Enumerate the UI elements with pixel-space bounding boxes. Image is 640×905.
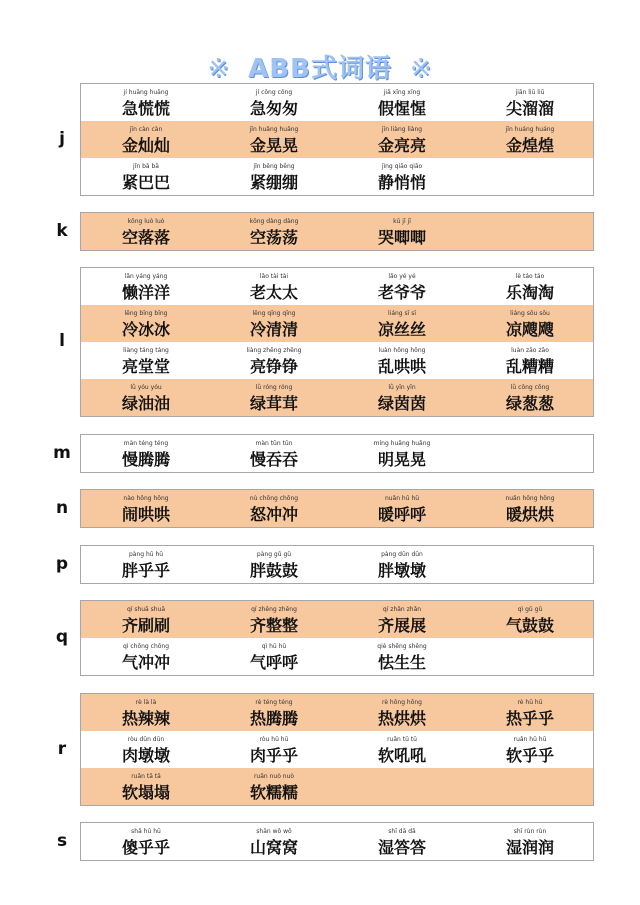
pinyin: nuǎn hū hū <box>384 495 420 502</box>
word-cell <box>81 305 209 342</box>
word-row <box>81 342 593 379</box>
word-cell <box>81 546 209 583</box>
word-cell <box>465 305 593 342</box>
pinyin: lǜ róng róng <box>255 384 293 391</box>
group-letter: q <box>55 627 69 647</box>
pinyin: qì gǔ gǔ <box>517 606 543 613</box>
word-row <box>81 823 593 860</box>
word-cell <box>337 342 465 379</box>
pinyin: rè là là <box>135 699 157 706</box>
page-title <box>0 48 640 85</box>
word-cell <box>81 435 209 472</box>
word-cell <box>209 768 337 805</box>
word-cell <box>209 268 337 305</box>
word-cell <box>209 84 337 121</box>
title-mark-left: ※ <box>207 54 231 84</box>
pinyin: jīn huǎng huǎng <box>249 126 299 133</box>
word-cell <box>209 305 337 342</box>
pinyin: kōng luò luò <box>127 218 165 225</box>
hanzi-word: 暖烘烘 <box>505 505 554 524</box>
word-cell <box>465 121 593 158</box>
hanzi-word: 乱糟糟 <box>505 357 554 376</box>
hanzi-word: 软糯糯 <box>249 783 298 802</box>
word-cell <box>465 490 593 527</box>
hanzi-word: 凉丝丝 <box>377 320 426 339</box>
word-row <box>81 158 593 195</box>
word-group-box <box>80 822 594 861</box>
word-cell <box>337 601 465 638</box>
pinyin: nù chōng chōng <box>249 495 299 502</box>
hanzi-word: 慢腾腾 <box>121 450 170 469</box>
pinyin: qì chōng chōng <box>122 643 170 650</box>
pinyin: ruǎn tā tā <box>131 773 161 780</box>
pinyin: lěng qīng qīng <box>252 310 296 317</box>
pinyin: màn téng téng <box>123 440 169 447</box>
pinyin: lǜ cōng cōng <box>510 384 550 391</box>
pinyin: lǎo yé yé <box>388 273 416 280</box>
hanzi-word: 湿答答 <box>377 838 426 857</box>
word-group-box <box>80 434 594 473</box>
pinyin: lǎo tài tài <box>259 273 289 280</box>
hanzi-word: 金亮亮 <box>377 136 426 155</box>
word-cell <box>209 731 337 768</box>
hanzi-word: 绿茵茵 <box>377 394 426 413</box>
pinyin: míng huǎng huǎng <box>373 440 431 447</box>
hanzi-word: 乱哄哄 <box>377 357 426 376</box>
word-cell <box>209 694 337 731</box>
word-cell <box>209 342 337 379</box>
word-cell <box>337 268 465 305</box>
hanzi-word: 气冲冲 <box>121 653 170 672</box>
hanzi-word: 齐展展 <box>377 616 426 635</box>
word-cell <box>209 158 337 195</box>
word-cell <box>209 213 337 250</box>
hanzi-word: 齐刷刷 <box>121 616 170 635</box>
word-cell <box>209 823 337 860</box>
word-cell <box>465 268 593 305</box>
word-cell <box>337 158 465 195</box>
word-cell <box>465 84 593 121</box>
pinyin: shī dā dā <box>388 828 416 835</box>
pinyin: kōng dàng dàng <box>249 218 299 225</box>
pinyin: jīn càn càn <box>129 126 163 133</box>
word-row <box>81 546 593 583</box>
word-group-box <box>80 489 594 528</box>
hanzi-word: 哭唧唧 <box>377 228 426 247</box>
pinyin: rè téng téng <box>255 699 293 706</box>
hanzi-word: 热烘烘 <box>377 709 426 728</box>
word-cell <box>81 731 209 768</box>
word-cell <box>81 84 209 121</box>
word-cell <box>81 694 209 731</box>
pinyin: pàng dūn dūn <box>381 551 423 558</box>
word-cell <box>81 342 209 379</box>
hanzi-word: 软乎乎 <box>505 746 554 765</box>
word-row <box>81 121 593 158</box>
pinyin: jīn huáng huáng <box>505 126 555 133</box>
word-group-box <box>80 212 594 251</box>
word-cell <box>81 768 209 805</box>
word-cell <box>209 638 337 675</box>
word-cell <box>337 379 465 416</box>
hanzi-word: 冷清清 <box>249 320 298 339</box>
hanzi-word: 亮堂堂 <box>121 357 170 376</box>
hanzi-word: 金煌煌 <box>505 136 554 155</box>
word-cell <box>81 601 209 638</box>
word-cell <box>337 546 465 583</box>
pinyin: ruǎn tū tū <box>387 736 417 743</box>
pinyin: lǎn yáng yáng <box>124 273 168 280</box>
hanzi-word: 空荡荡 <box>249 228 298 247</box>
word-cell <box>81 638 209 675</box>
word-cell <box>465 546 593 583</box>
hanzi-word: 气鼓鼓 <box>505 616 554 635</box>
pinyin: lè táo táo <box>515 273 545 280</box>
pinyin: liáng sōu sōu <box>510 310 550 317</box>
word-cell <box>209 435 337 472</box>
hanzi-word: 老爷爷 <box>377 283 426 302</box>
pinyin: lěng bīng bīng <box>124 310 168 317</box>
hanzi-word: 闹哄哄 <box>121 505 170 524</box>
word-row <box>81 694 593 731</box>
word-cell <box>81 213 209 250</box>
word-cell <box>465 213 593 250</box>
word-cell <box>465 601 593 638</box>
pinyin: qiè shēng shēng <box>377 643 427 650</box>
group-letter: n <box>55 497 69 518</box>
word-group-box <box>80 600 594 676</box>
word-cell <box>337 213 465 250</box>
word-cell <box>209 379 337 416</box>
word-cell <box>337 121 465 158</box>
word-cell <box>465 823 593 860</box>
pinyin: rè hū hū <box>517 699 543 706</box>
hanzi-word: 金晃晃 <box>249 136 298 155</box>
word-cell <box>465 768 593 805</box>
hanzi-word: 慢吞吞 <box>249 450 298 469</box>
title-text: ABB式词语 <box>248 54 392 84</box>
hanzi-word: 空落落 <box>121 228 170 247</box>
hanzi-word: 怯生生 <box>377 653 426 672</box>
word-cell <box>465 435 593 472</box>
word-row <box>81 435 593 472</box>
word-group-box <box>80 693 594 806</box>
word-cell <box>81 158 209 195</box>
hanzi-word: 绿茸茸 <box>249 394 298 413</box>
pinyin: jí huāng huāng <box>123 89 169 96</box>
hanzi-word: 热腾腾 <box>249 709 298 728</box>
word-cell <box>209 546 337 583</box>
hanzi-word: 热辣辣 <box>121 709 170 728</box>
word-cell <box>337 694 465 731</box>
pinyin: lǜ yīn yīn <box>388 384 416 391</box>
hanzi-word: 亮铮铮 <box>249 357 298 376</box>
hanzi-word: 凉飕飕 <box>505 320 554 339</box>
word-row <box>81 638 593 675</box>
word-row <box>81 601 593 638</box>
word-row <box>81 768 593 805</box>
pinyin: qí shuā shuā <box>126 606 166 613</box>
pinyin: nào hōng hōng <box>123 495 169 502</box>
word-cell <box>465 379 593 416</box>
pinyin: ruǎn nuò nuò <box>253 773 295 780</box>
hanzi-word: 老太太 <box>249 283 298 302</box>
hanzi-word: 金灿灿 <box>121 136 170 155</box>
pinyin: ruǎn hū hū <box>513 736 547 743</box>
hanzi-word: 冷冰冰 <box>121 320 170 339</box>
hanzi-word: 软吼吼 <box>377 746 426 765</box>
group-letter: r <box>57 738 67 759</box>
hanzi-word: 懒洋洋 <box>121 283 170 302</box>
pinyin: shī rùn rùn <box>513 828 547 835</box>
word-cell <box>337 490 465 527</box>
word-cell <box>337 768 465 805</box>
word-row <box>81 379 593 416</box>
word-group-box <box>80 545 594 584</box>
pinyin: jí cōng cōng <box>255 89 293 96</box>
word-cell <box>337 84 465 121</box>
hanzi-word: 假惺惺 <box>377 99 426 118</box>
word-cell <box>337 731 465 768</box>
pinyin: qì hū hū <box>261 643 287 650</box>
pinyin: jìng qiāo qiāo <box>381 163 423 170</box>
pinyin: shān wō wō <box>256 828 292 835</box>
word-row <box>81 305 593 342</box>
hanzi-word: 乐淘淘 <box>505 283 554 302</box>
pinyin: jǐn bēng bēng <box>253 163 295 170</box>
group-letter: l <box>59 331 65 351</box>
word-row <box>81 84 593 121</box>
word-row <box>81 213 593 250</box>
pinyin: màn tūn tūn <box>255 440 293 447</box>
group-letter: s <box>56 830 68 851</box>
word-row <box>81 268 593 305</box>
hanzi-word: 胖乎乎 <box>121 561 170 580</box>
pinyin: nuǎn hōng hōng <box>505 495 555 502</box>
pinyin: shǎ hū hū <box>131 828 161 835</box>
pinyin: qí zhěng zhěng <box>251 606 297 613</box>
hanzi-word: 尖溜溜 <box>505 99 554 118</box>
pinyin: liáng sī sī <box>387 310 417 317</box>
hanzi-word: 湿润润 <box>505 838 554 857</box>
pinyin: kū jī jī <box>393 218 411 225</box>
word-cell <box>337 638 465 675</box>
hanzi-word: 明晃晃 <box>377 450 426 469</box>
hanzi-word: 绿葱葱 <box>505 394 554 413</box>
word-group-box <box>80 83 594 196</box>
word-cell <box>465 731 593 768</box>
pinyin: luàn zāo zāo <box>511 347 549 354</box>
pinyin: ròu dūn dūn <box>127 736 165 743</box>
pinyin: rè hōng hōng <box>381 699 422 706</box>
hanzi-word: 怒冲冲 <box>249 505 298 524</box>
pinyin: pàng hū hū <box>128 551 164 558</box>
hanzi-word: 热乎乎 <box>505 709 554 728</box>
word-group-box <box>80 267 594 417</box>
hanzi-word: 气呼呼 <box>249 653 298 672</box>
word-cell <box>81 490 209 527</box>
pinyin: lǜ yóu yóu <box>130 384 162 391</box>
word-cell <box>81 379 209 416</box>
group-letter: k <box>56 220 68 241</box>
word-cell <box>209 490 337 527</box>
word-cell <box>337 305 465 342</box>
word-cell <box>465 342 593 379</box>
hanzi-word: 绿油油 <box>121 394 170 413</box>
pinyin: pàng gǔ gǔ <box>256 551 292 558</box>
hanzi-word: 肉乎乎 <box>249 746 298 765</box>
word-row <box>81 490 593 527</box>
pinyin: jǐn bā bā <box>133 163 159 170</box>
word-cell <box>81 268 209 305</box>
pinyin: luàn hōng hōng <box>378 347 426 354</box>
pinyin: jīn liàng liàng <box>381 126 423 133</box>
hanzi-word: 紧绷绷 <box>249 173 298 192</box>
word-cell <box>465 638 593 675</box>
word-cell <box>337 435 465 472</box>
hanzi-word: 紧巴巴 <box>121 173 170 192</box>
hanzi-word: 暖呼呼 <box>377 505 426 524</box>
pinyin: liàng táng táng <box>123 347 169 354</box>
word-cell <box>81 121 209 158</box>
hanzi-word: 山窝窝 <box>249 838 298 857</box>
word-row <box>81 731 593 768</box>
word-cell <box>465 158 593 195</box>
group-letter: m <box>53 442 71 463</box>
word-cell <box>81 823 209 860</box>
hanzi-word: 胖墩墩 <box>377 561 426 580</box>
pinyin: liàng zhēng zhēng <box>246 347 302 354</box>
word-cell <box>209 601 337 638</box>
word-cell <box>209 121 337 158</box>
title-mark-right: ※ <box>409 54 433 84</box>
pinyin: jiān liū liū <box>515 89 545 96</box>
hanzi-word: 静悄悄 <box>377 173 426 192</box>
group-letter: p <box>55 553 69 574</box>
hanzi-word: 傻乎乎 <box>121 838 170 857</box>
group-letter: j <box>59 128 65 149</box>
word-cell <box>465 694 593 731</box>
hanzi-word: 齐整整 <box>249 616 298 635</box>
word-cell <box>337 823 465 860</box>
pinyin: jiǎ xīng xīng <box>383 89 421 96</box>
hanzi-word: 肉墩墩 <box>121 746 170 765</box>
hanzi-word: 软塌塌 <box>121 783 170 802</box>
hanzi-word: 急慌慌 <box>121 99 170 118</box>
pinyin: ròu hū hū <box>259 736 289 743</box>
hanzi-word: 胖鼓鼓 <box>249 561 298 580</box>
hanzi-word: 急匆匆 <box>249 99 298 118</box>
pinyin: qí zhǎn zhǎn <box>382 606 422 613</box>
